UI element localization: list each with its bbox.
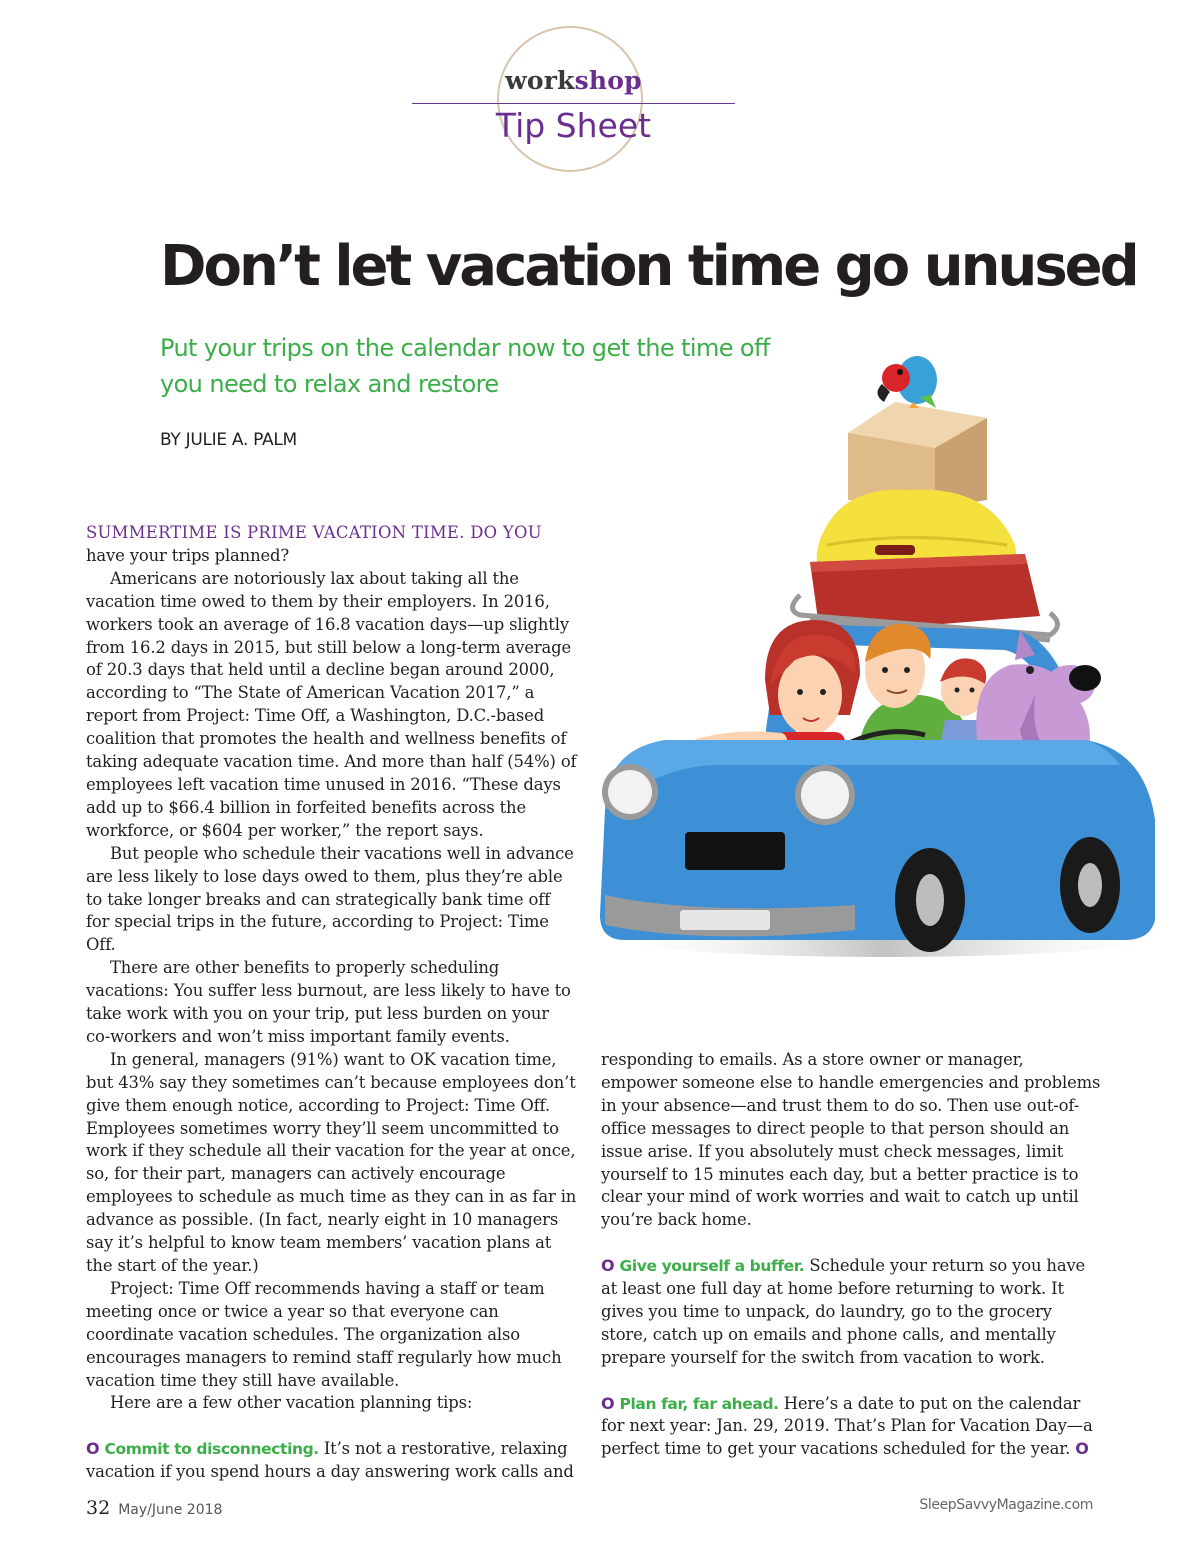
site-name: SleepSavvyMagazine.com (919, 1497, 1093, 1513)
tip-bullet-icon: O (601, 1393, 615, 1413)
lead-in: SUMMERTIME IS PRIME VACATION TIME. DO YOU (86, 523, 542, 542)
car-trip-illustration (595, 340, 1165, 970)
article-headline: Don’t let vacation time go unused (160, 234, 1137, 299)
lead-paragraph (86, 522, 578, 568)
body-column-1 (86, 522, 578, 1484)
tip-body: It’s not a restorative, relaxing vacation if you spend hours a day answering work calls and (86, 1439, 574, 1482)
tip-body: Here’s a date to put on the calendar for next year: Jan. 29, 2019. That’s Plan for Vacation Day—a perfect time to get your vacations scheduled for the year. (601, 1393, 1093, 1459)
tip-body: Schedule your return so you have at least one full day at home before returning to work. It gives you time to unpack, do laundry, go to the grocery store, catch up on emails and phone calls, and mentally prepare yourself for the switch from vacation to work. (601, 1256, 1086, 1367)
masthead-workshop (412, 66, 735, 95)
body-column-2 (601, 1049, 1101, 1461)
body-paragraph: Project: Time Off recommends having a staff or team meeting once or twice a year so that everyone can coordinate vacation schedules. The organization also encourages managers to remind staff regularly how much vacation time they still have available. (86, 1278, 562, 1390)
tip-plan-ahead (601, 1393, 1101, 1462)
tip-commit (86, 1438, 578, 1484)
byline: BY JULIE A. PALM (160, 430, 297, 450)
tip-buffer (601, 1255, 1101, 1370)
tip-heading: Give yourself a buffer. (619, 1257, 805, 1276)
end-mark-icon: O (1075, 1439, 1089, 1459)
deck-line-1: Put your trips on the calendar now to get the time off (160, 334, 770, 362)
section-title: Tip Sheet (495, 106, 652, 145)
issue-date: May/June 2018 (118, 1502, 223, 1518)
tip-heading: Plan far, far ahead. (619, 1394, 779, 1413)
tip-bullet-icon: O (601, 1256, 615, 1276)
body-paragraph: Here are a few other vacation planning tips: (110, 1393, 473, 1413)
tip-heading: Commit to disconnecting. (104, 1440, 319, 1459)
deck-line-2: you need to relax and restore (160, 370, 499, 398)
masthead-rule (412, 103, 735, 104)
masthead-workshop-part1: work (505, 66, 575, 95)
folio (86, 1497, 222, 1519)
body-paragraph: But people who schedule their vacations well in advance are less likely to lose days owed to them, plus they’re able to take longer breaks and can strategically bank time off for special trips in the future, according to Project: Time Off. (86, 843, 574, 955)
car-body (600, 740, 1155, 952)
body-paragraph: Americans are notoriously lax about taking all the vacation time owed to them by their employers. In 2016, workers took an average of 16.8 vacation days—up slightly from 16.2 days in 2015, but still below a long-term average of 20.3 days that held until a decline began around 2000, according to “The State of American Vacation 2017,” a report from Project: Time Off, a Washington, D.C.-based coalition that promotes the health and wellness benefits of taking adequate vacation time. And more than half (54%) of employees left vacation time unused in 2016. “These days add up to $66.4 billion in forfeited benefits across the workforce, or $604 per worker,” the report says. (86, 568, 577, 840)
masthead-circle-ornament (497, 26, 643, 172)
body-paragraph: In general, managers (91%) want to OK vacation time, but 43% say they sometimes can’t because employees don’t give them enough notice, according to Project: Time Off. Employees sometimes worry they’ll seem uncommitted to work if they schedule all their vacation for the year at once, so, for their part, managers can actively encourage employees to schedule as much time as they can in as far in advance as possible. (In fact, nearly eight in 10 managers say it’s helpful to know team members’ vacation plans at the start of the year.) (86, 1049, 577, 1275)
lead-paragraph-rest: have your trips planned? (86, 545, 290, 565)
parrot (877, 356, 937, 408)
tip-bullet-icon: O (86, 1439, 100, 1459)
masthead-workshop-part2: shop (574, 66, 642, 95)
body-paragraph: There are other benefits to properly scheduling vacations: You suffer less burnout, are less likely to have to take work with you on your trip, put less burden on your co-workers and won’t miss important family events. (86, 958, 571, 1046)
page-number: 32 (86, 1497, 111, 1519)
tip-commit-continued: responding to emails. As a store owner or manager, empower someone else to handle emergencies and problems in your absence—and trust them to do so. Then use out-of-office messages to direct people to that person should an issue arise. If you absolutely must check messages, limit yourself to 15 minutes each day, but a better practice is to clear your mind of work worries and wait to catch up until you’re back home. (601, 1050, 1101, 1230)
